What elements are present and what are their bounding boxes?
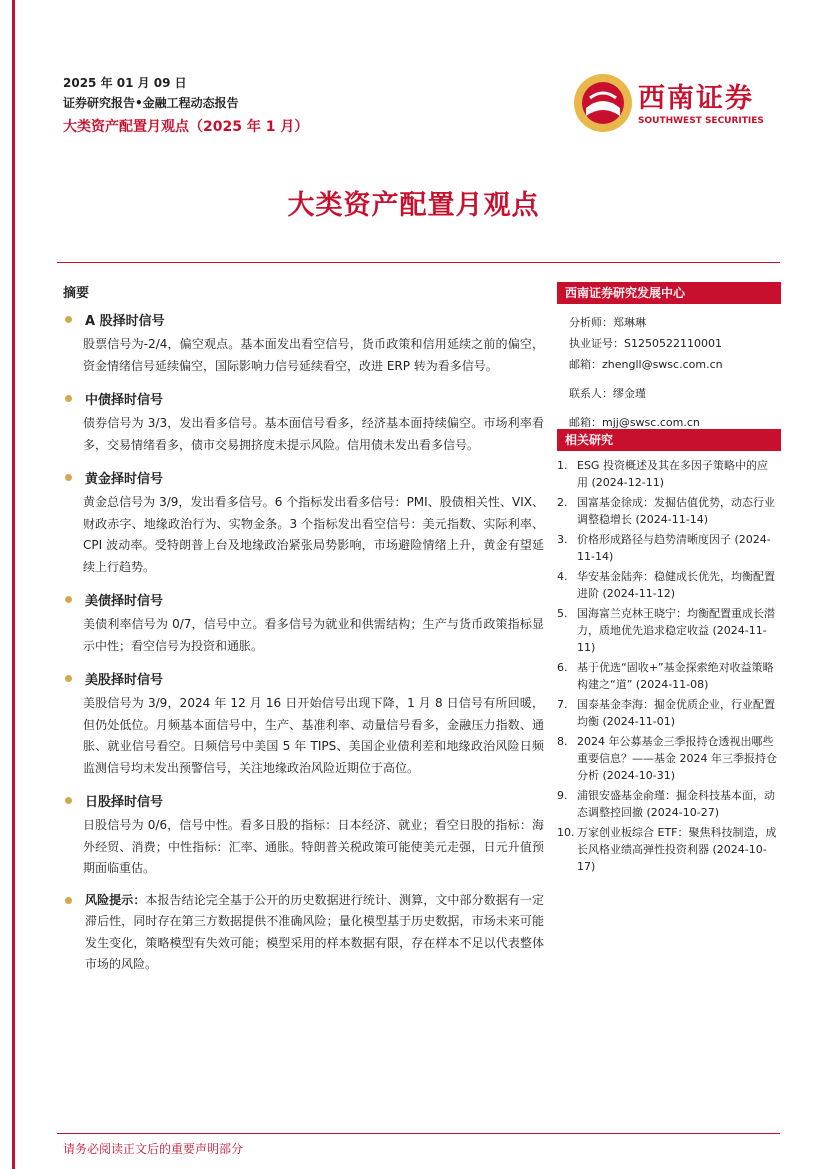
logo-chinese-text: 西南证券 [638, 83, 754, 114]
report-title: 2024 年公募基金三季报持仓透视出哪些重要信息？——基金 2024 年三季报持仓分析 [577, 735, 777, 782]
related-report-item[interactable] [557, 531, 781, 565]
contact-email-label: 邮箱： [569, 416, 602, 429]
report-title: 国海富兰克林王晓宁：均衡配置重成长潜力，质地优先追求稳定收益 [577, 607, 775, 637]
bullet-icon [65, 596, 72, 603]
report-date: (2024-10-27) [646, 806, 720, 819]
contact-label: 联系人： [569, 387, 613, 400]
related-report-item[interactable] [557, 457, 781, 491]
report-title: 基于优选“固收+”基金探索绝对收益策略构建之“道” [577, 661, 774, 691]
report-title: 国富基金徐成：发掘估值优势，动态行业调整稳增长 [577, 496, 775, 526]
email-label: 邮箱： [569, 358, 602, 371]
footer-divider [57, 1133, 780, 1134]
bullet-icon [65, 797, 72, 804]
footer-disclaimer: 请务必阅读正文后的重要声明部分 [63, 1142, 244, 1156]
analyst-info [557, 312, 781, 433]
report-date: (2024-11-14) [577, 533, 771, 563]
report-title: 国泰基金李海：掘金优质企业，行业配置均衡 [577, 698, 775, 728]
section-title: 黄金择时信号 [85, 471, 164, 487]
report-title: ESG 投资概述及其在多因子策略中的应用 [577, 459, 768, 489]
bullet-icon [65, 316, 72, 323]
report-date: (2024-10-17) [577, 843, 767, 873]
logo-emblem-icon [572, 72, 634, 134]
report-number: 5. [557, 607, 568, 620]
report-number: 4. [557, 570, 568, 583]
report-number: 9. [557, 789, 568, 802]
section-body: 股票信号为-2/4，偏空观点。基本面发出看空信号，货币政策和信用延续之前的偏空，资金情绪信号延续偏空，国际影响力信号延续看空，改进 ERP 转为看多信号。 [83, 337, 544, 373]
related-report-item[interactable] [557, 733, 781, 784]
report-type: 证券研究报告•金融工程动态报告 [63, 96, 239, 110]
related-report-item[interactable] [557, 824, 781, 875]
title-divider [57, 262, 780, 263]
risk-warning [63, 890, 544, 976]
analyst-name: 郑琳琳 [613, 316, 646, 329]
related-report-list [557, 457, 781, 875]
section-body: 黄金总信号为 3/9，发出看多信号。6 个指标发出看多信号：PMI、股债相关性、VIX、财政赤字、地缘政治行为、实物金条。3 个指标发出看空信号：美元指数、实际利率、CPI 波动率。受特朗普上台及地缘政治紧张局势影响，市场避险情绪上升，黄金有望延续上行趋势。 [83, 495, 544, 574]
section-china-bond [63, 387, 544, 456]
summary-sections [63, 306, 544, 976]
report-number: 8. [557, 735, 568, 748]
section-title: A 股择时信号 [85, 313, 165, 329]
report-number: 6. [557, 661, 568, 674]
section-title: 美股择时信号 [85, 672, 164, 688]
section-body: 美债利率信号为 0/7，信号中立。看多信号为就业和供需结构；生产与货币政策指标显示中性；看空信号为投资和通胀。 [83, 617, 544, 653]
analyst-panel [557, 282, 781, 433]
section-title: 日股择时信号 [85, 794, 164, 810]
report-date: (2024-11-08) [635, 678, 709, 691]
report-number: 10. [557, 826, 575, 839]
summary-heading: 摘要 [63, 286, 90, 301]
logo-english-text: SOUTHWEST SECURITIES [638, 116, 764, 126]
report-title: 浦银安盛基金俞瑾：掘金科技基本面，动态调整控回撤 [577, 789, 775, 819]
report-date: (2024-10-31) [602, 769, 676, 782]
section-us-stock [63, 667, 544, 779]
report-date: (2024-11-14) [635, 513, 709, 526]
related-report-item[interactable] [557, 494, 781, 528]
contact-email-link[interactable]: mjj@swsc.com.cn [602, 416, 700, 429]
page-title: 大类资产配置月观点 [287, 190, 540, 221]
report-title: 价格形成路径与趋势清晰度因子 [577, 533, 731, 546]
section-japan-stock [63, 789, 544, 880]
bullet-icon [65, 897, 72, 904]
license-number: S1250522110001 [624, 337, 722, 350]
section-title: 中债择时信号 [85, 392, 164, 408]
license-label: 执业证号： [569, 337, 624, 350]
report-number: 1. [557, 459, 568, 472]
report-number: 2. [557, 496, 568, 509]
related-report-item[interactable] [557, 659, 781, 693]
risk-label: 风险提示： [85, 892, 146, 907]
report-title: 万家创业板综合 ETF：聚焦科技制造，成长风格业绩高弹性投资利器 [577, 826, 777, 856]
report-series-title: 大类资产配置月观点（2025 年 1 月） [63, 119, 309, 135]
bullet-icon [65, 675, 72, 682]
section-us-bond [63, 588, 544, 657]
section-gold [63, 466, 544, 578]
bullet-icon [65, 474, 72, 481]
left-accent-bar [12, 0, 15, 1169]
report-date: (2024-11-12) [602, 587, 676, 600]
related-report-item[interactable] [557, 568, 781, 602]
analyst-email-link[interactable]: zhengll@swsc.com.cn [602, 358, 723, 371]
risk-text: 本报告结论完全基于公开的历史数据进行统计、测算，文中部分数据有一定滞后性，同时存在第三方数据提供不准确风险；量化模型基于历史数据，市场未来可能发生变化，策略模型有失效可能；模型采用的样本数据有限，存在样本不足以代表整体市场的风险。 [85, 892, 544, 971]
report-number: 3. [557, 533, 568, 546]
related-report-item[interactable] [557, 696, 781, 730]
report-date: (2024-12-11) [591, 476, 665, 489]
related-research-panel [557, 429, 781, 878]
report-date: (2024-11-11) [577, 624, 767, 654]
report-date: 2025 年 01 月 09 日 [63, 76, 187, 90]
related-report-item[interactable] [557, 605, 781, 656]
section-a-share [63, 308, 544, 377]
report-date: (2024-11-01) [602, 715, 676, 728]
analyst-label: 分析师： [569, 316, 613, 329]
related-report-item[interactable] [557, 787, 781, 821]
bullet-icon [65, 395, 72, 402]
section-body: 美股信号为 3/9，2024 年 12 月 16 日开始信号出现下降，1 月 8 日信号有所回暖，但仍处低位。月频基本面信号中，生产、基准利率、动量信号看多，金融压力指数、通胀、就业信号看空。日频信号中美国 5 年 TIPS、美国企业债利差和地缘政治风险日频监测信号均未发出预警信号，关注地缘政治风险近期位于高位。 [83, 696, 544, 775]
research-center-title: 西南证券研究发展中心 [557, 282, 781, 304]
section-body: 债券信号为 3/3，发出看多信号。基本面信号看多，经济基本面持续偏空。市场利率看多，交易情绪看多，债市交易拥挤度未提示风险。信用债未发出看多信号。 [83, 416, 544, 452]
company-logo [572, 72, 772, 132]
contact-name: 缪金瑾 [613, 387, 646, 400]
section-body: 日股信号为 0/6，信号中性。看多日股的指标：日本经济、就业；看空日股的指标：海外经贸、消费；中性指标：汇率、通胀。特朗普关税政策可能使美元走强，日元升值预期面临重估。 [83, 818, 544, 875]
section-title: 美债择时信号 [85, 593, 164, 609]
report-number: 7. [557, 698, 568, 711]
report-title: 华安基金陆奔：稳健成长优先，均衡配置进阶 [577, 570, 775, 600]
related-research-title: 相关研究 [557, 429, 781, 451]
